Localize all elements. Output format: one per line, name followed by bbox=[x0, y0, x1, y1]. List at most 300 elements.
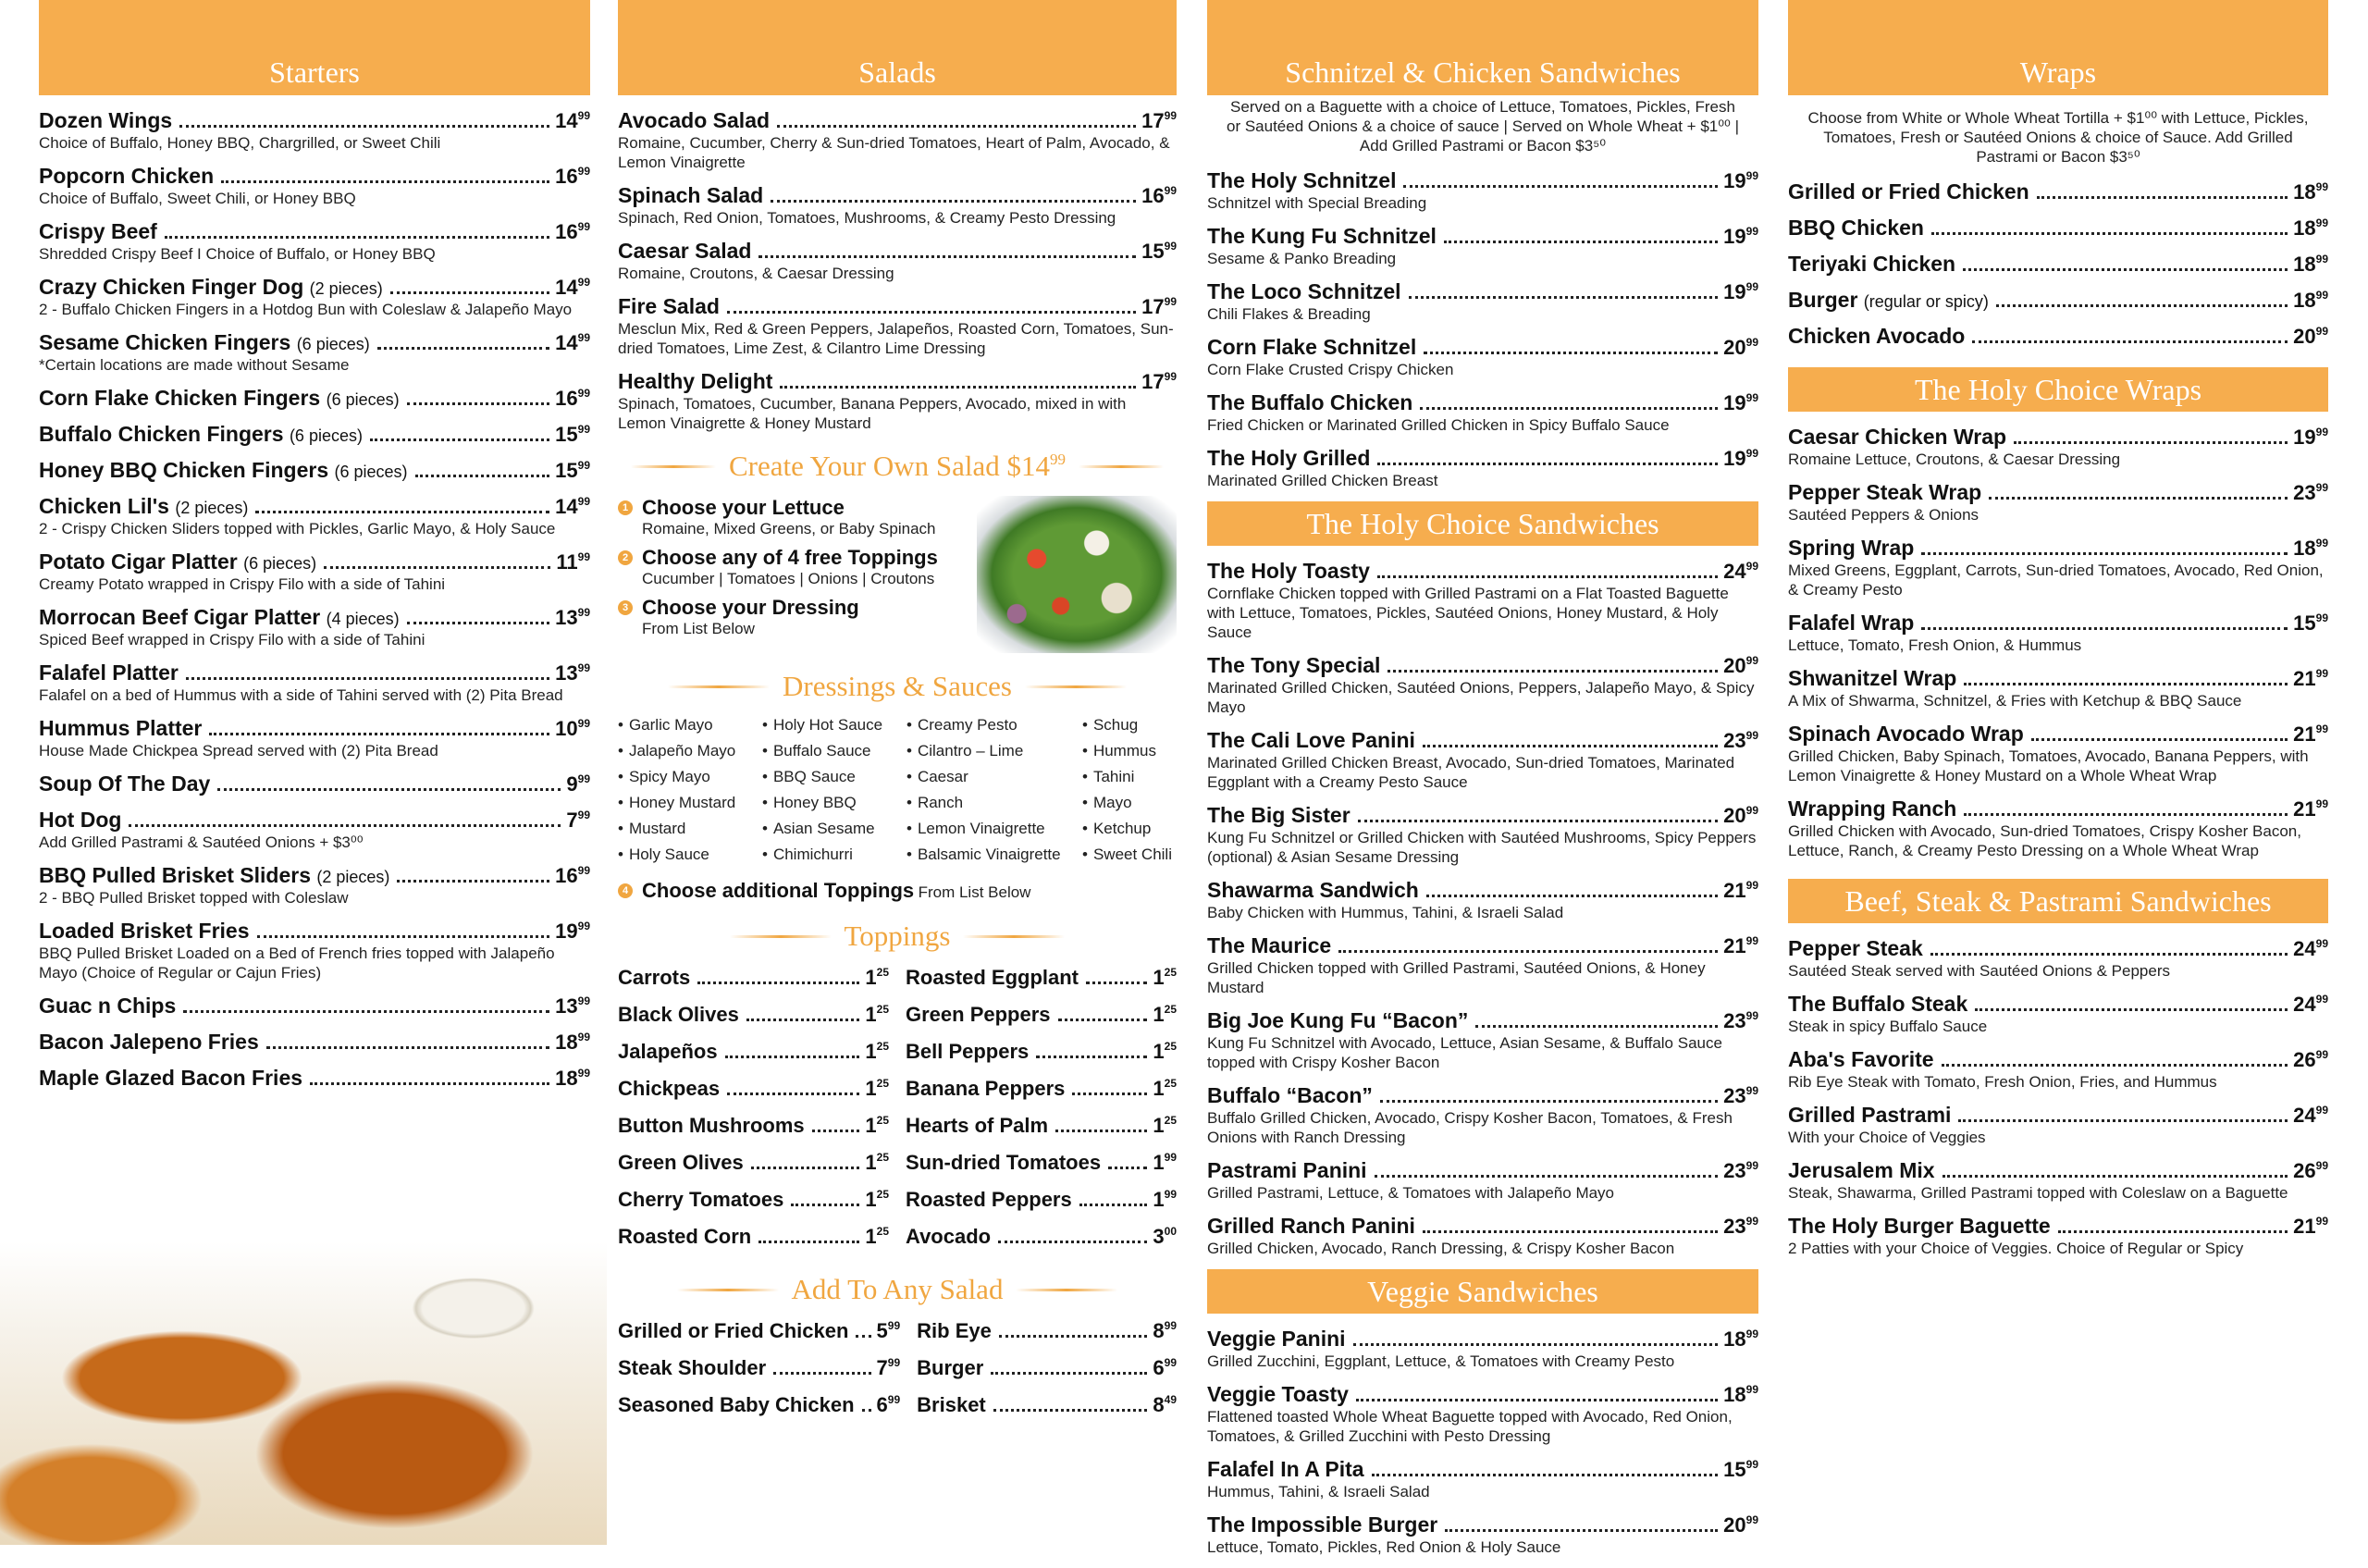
item-price bbox=[2293, 1048, 2328, 1072]
menu-item bbox=[39, 605, 590, 649]
menu-item bbox=[1207, 279, 1758, 324]
item-price bbox=[555, 109, 590, 133]
menu-item-line bbox=[618, 369, 1177, 394]
item-name bbox=[1788, 216, 1924, 241]
item-description: With your Choice of Veggies bbox=[1788, 1129, 1986, 1146]
price-dollars: 13 bbox=[555, 994, 578, 1018]
price-dollars: 15 bbox=[2293, 611, 2316, 635]
item-name-text: The Tony Special bbox=[1207, 653, 1381, 677]
dot-leader bbox=[2031, 738, 2288, 741]
item-price bbox=[1153, 1393, 1177, 1417]
menu-item bbox=[39, 772, 590, 796]
item-name: Cherry Tomatoes bbox=[618, 1188, 784, 1211]
price-list-item bbox=[917, 1356, 1177, 1380]
menu-item-line bbox=[1788, 288, 2328, 313]
dot-leader bbox=[773, 1372, 870, 1375]
menu-item-line bbox=[39, 219, 590, 244]
item-name-text: Sesame Chicken Fingers bbox=[39, 330, 291, 354]
item-price bbox=[2293, 667, 2328, 691]
item-name bbox=[1788, 536, 1914, 561]
item-name bbox=[1788, 1047, 1934, 1072]
menu-item bbox=[1207, 803, 1758, 867]
price-cents: 99 bbox=[2315, 722, 2328, 735]
dot-leader bbox=[1989, 497, 2288, 500]
price-cents: 25 bbox=[1164, 1040, 1177, 1053]
add-to-salad-list bbox=[618, 1319, 1177, 1417]
menu-item bbox=[39, 386, 590, 411]
price-cents: 99 bbox=[577, 1067, 590, 1080]
salads-list bbox=[618, 108, 1177, 433]
schnitzel-list bbox=[1207, 168, 1758, 490]
menu-item bbox=[39, 422, 590, 447]
dot-leader bbox=[1975, 1008, 2288, 1011]
dressing-item: • Jalapeño Mayo bbox=[618, 742, 762, 760]
menu-item bbox=[1788, 796, 2328, 860]
menu-item bbox=[1207, 1512, 1758, 1557]
price-dollars: 3 bbox=[1153, 1225, 1165, 1248]
price-dollars: 8 bbox=[1153, 1319, 1165, 1342]
item-name-text: Caesar Chicken Wrap bbox=[1788, 425, 2007, 449]
item-name bbox=[39, 661, 179, 685]
item-name-text: The Maurice bbox=[1207, 933, 1332, 957]
dot-leader bbox=[1358, 820, 1719, 822]
item-description: Sautéed Steak served with Sautéed Onions & Peppers bbox=[1788, 962, 2170, 980]
menu-item-line bbox=[1788, 992, 2328, 1017]
item-description: Kung Fu Schnitzel with Avocado, Lettuce, Asian Sesame, & Buffalo Sauce topped with Crispy Kosher Bacon bbox=[1207, 1034, 1722, 1071]
menu-item-line bbox=[1207, 390, 1758, 415]
item-name bbox=[1207, 1327, 1346, 1352]
item-price bbox=[1153, 1356, 1177, 1380]
step-number: 3 bbox=[618, 600, 633, 615]
toppings-heading: Toppings bbox=[618, 920, 1177, 953]
item-price bbox=[555, 1067, 590, 1091]
price-dollars: 19 bbox=[1723, 169, 1746, 192]
item-description: Buffalo Grilled Chicken, Avocado, Crispy Kosher Bacon, Tomatoes, & Fresh Onions with Ranch Dressing bbox=[1207, 1109, 1733, 1146]
price-dollars: 23 bbox=[1723, 1159, 1746, 1182]
item-description: A Mix of Shwarma, Schnitzel, & Fries with Ketchup & BBQ Sauce bbox=[1788, 692, 2242, 710]
dressings-heading: Dressings & Sauces bbox=[618, 670, 1177, 703]
item-price bbox=[556, 550, 590, 574]
item-name-text: Soup Of The Day bbox=[39, 772, 211, 796]
dot-leader bbox=[1921, 627, 2288, 630]
price-dollars: 21 bbox=[2293, 797, 2316, 821]
item-description: Romaine, Cucumber, Cherry & Sun-dried Tomatoes, Heart of Palm, Avocado, & Lemon Vinaigrette bbox=[618, 134, 1170, 171]
dressing-item: • Tahini bbox=[1082, 768, 1177, 786]
price-dollars: 16 bbox=[555, 864, 578, 887]
dot-leader bbox=[1921, 552, 2288, 555]
item-name bbox=[39, 1066, 302, 1091]
dot-leader bbox=[1353, 1343, 1719, 1346]
item-price bbox=[555, 220, 590, 244]
salad-step bbox=[618, 546, 966, 588]
menu-item bbox=[1207, 1382, 1758, 1446]
price-dollars: 17 bbox=[1141, 295, 1165, 318]
menu-item-line bbox=[1207, 728, 1758, 753]
item-price bbox=[2293, 937, 2328, 961]
menu-item bbox=[39, 458, 590, 483]
item-name: Grilled or Fried Chicken bbox=[618, 1319, 849, 1342]
menu-item-line bbox=[1207, 224, 1758, 249]
item-name-text: The Holy Toasty bbox=[1207, 559, 1370, 583]
item-name-text: Spinach Avocado Wrap bbox=[1788, 722, 2024, 746]
price-dollars: 24 bbox=[2293, 993, 2316, 1016]
price-list-item bbox=[618, 1077, 889, 1101]
dot-leader bbox=[780, 386, 1136, 389]
item-price bbox=[865, 1003, 889, 1027]
item-description: Steak, Shawarma, Grilled Pastrami topped with Coleslaw on a Baguette bbox=[1788, 1184, 2288, 1202]
item-name: Burger bbox=[917, 1356, 984, 1379]
dressing-item: • Buffalo Sauce bbox=[762, 742, 906, 760]
price-dollars: 1 bbox=[1153, 1188, 1165, 1211]
item-price bbox=[877, 1319, 901, 1343]
item-name-text: The Buffalo Chicken bbox=[1207, 390, 1413, 414]
item-name bbox=[39, 164, 214, 189]
dot-leader bbox=[727, 311, 1136, 314]
price-list-item bbox=[618, 1040, 889, 1064]
price-cents: 99 bbox=[1164, 295, 1177, 308]
price-dollars: 23 bbox=[1723, 729, 1746, 752]
price-dollars: 19 bbox=[1723, 391, 1746, 414]
price-cents: 99 bbox=[1745, 654, 1758, 667]
price-cents: 99 bbox=[2315, 1048, 2328, 1061]
holy-choice-wraps-header: The Holy Choice Wraps bbox=[1788, 367, 2328, 412]
item-name: Roasted Corn bbox=[618, 1225, 752, 1248]
item-price bbox=[865, 1077, 889, 1101]
menu-item-line bbox=[39, 919, 590, 944]
item-price bbox=[1141, 109, 1177, 133]
menu-item-line bbox=[39, 275, 590, 300]
step-number: 4 bbox=[618, 883, 633, 898]
item-price bbox=[1723, 1215, 1758, 1239]
item-name bbox=[618, 239, 751, 264]
price-cents: 99 bbox=[577, 109, 590, 122]
price-cents: 99 bbox=[1745, 336, 1758, 349]
menu-item-line bbox=[39, 549, 590, 574]
menu-item-line bbox=[39, 772, 590, 796]
menu-item bbox=[1788, 1158, 2328, 1203]
item-name bbox=[1207, 559, 1370, 584]
item-name bbox=[39, 605, 400, 630]
price-dollars: 6 bbox=[876, 1393, 888, 1416]
menu-item bbox=[1788, 216, 2328, 241]
menu-item-line bbox=[1788, 1047, 2328, 1072]
price-cents: 99 bbox=[1745, 804, 1758, 817]
item-description: Kung Fu Schnitzel or Grilled Chicken with Sautéed Mushrooms, Spicy Peppers (optional) & Asian Sesame Dressing bbox=[1207, 829, 1757, 866]
price-cents: 99 bbox=[1745, 560, 1758, 573]
step-list bbox=[618, 496, 966, 653]
item-description: 2 Patties with your Choice of Veggies. Choice of Regular or Spicy bbox=[1788, 1240, 2244, 1257]
item-description: Grilled Chicken, Baby Spinach, Tomatoes, Avocado, Banana Peppers, with Lemon Vinaigrette & Honey Mustard on a Whole Wheat Wrap bbox=[1788, 747, 2309, 784]
item-qualifier: (2 pieces) bbox=[175, 499, 249, 517]
item-price bbox=[1723, 280, 1758, 304]
price-cents: 99 bbox=[1745, 391, 1758, 404]
menu-item-line bbox=[1207, 1327, 1758, 1352]
menu-item bbox=[39, 808, 590, 852]
item-name: Button Mushrooms bbox=[618, 1114, 805, 1137]
starters-list bbox=[39, 108, 590, 1091]
dot-leader bbox=[1409, 296, 1719, 299]
add-to-salad-heading: Add To Any Salad bbox=[618, 1273, 1177, 1306]
menu-item bbox=[1788, 1214, 2328, 1258]
dot-leader bbox=[415, 475, 550, 477]
price-dollars: 13 bbox=[555, 606, 578, 629]
item-qualifier: (6 pieces) bbox=[334, 463, 408, 481]
menu-item-line bbox=[1788, 480, 2328, 505]
item-name bbox=[1788, 936, 1923, 961]
item-price bbox=[2293, 325, 2328, 349]
dot-leader bbox=[1964, 683, 2288, 685]
item-name: Hearts of Palm bbox=[906, 1114, 1049, 1137]
step-title: Choose additional Toppings bbox=[642, 879, 915, 902]
price-dollars: 23 bbox=[1723, 1084, 1746, 1107]
item-price bbox=[2293, 797, 2328, 821]
price-cents: 00 bbox=[1164, 1225, 1177, 1238]
item-description: Grilled Chicken with Avocado, Sun-dried Tomatoes, Crispy Kosher Bacon, Lettuce, Ranch, & Creamy Pesto Dressing on a Whole Wheat Wrap bbox=[1788, 822, 2301, 859]
price-dollars: 21 bbox=[2293, 722, 2316, 746]
item-name-text: The Impossible Burger bbox=[1207, 1512, 1438, 1537]
item-description: Marinated Grilled Chicken Breast bbox=[1207, 472, 1438, 489]
price-cents: 99 bbox=[2315, 993, 2328, 1006]
price-dollars: 18 bbox=[2293, 216, 2316, 240]
item-name-text: Pastrami Panini bbox=[1207, 1158, 1367, 1182]
item-price bbox=[1153, 1003, 1177, 1027]
item-name: Green Olives bbox=[618, 1151, 744, 1174]
price-dollars: 19 bbox=[2293, 426, 2316, 449]
item-name-text: The Kung Fu Schnitzel bbox=[1207, 224, 1437, 248]
item-price bbox=[1723, 879, 1758, 903]
price-dollars: 20 bbox=[2293, 325, 2316, 348]
price-cents: 99 bbox=[1745, 447, 1758, 460]
item-price bbox=[865, 966, 889, 990]
price-cents: 99 bbox=[577, 387, 590, 400]
item-name-text: Fire Salad bbox=[618, 294, 720, 318]
price-dollars: 23 bbox=[2293, 481, 2316, 504]
price-dollars: 1 bbox=[865, 1077, 877, 1100]
dot-leader bbox=[1423, 1230, 1718, 1233]
price-cents: 25 bbox=[876, 1188, 889, 1201]
dot-leader bbox=[812, 1130, 860, 1132]
dressing-item: • Mayo bbox=[1082, 794, 1177, 812]
dressing-item: • Balsamic Vinaigrette bbox=[906, 846, 1082, 864]
item-qualifier: (6 pieces) bbox=[243, 554, 317, 573]
menu-item-line bbox=[1207, 1382, 1758, 1407]
item-name-text: The Holy Schnitzel bbox=[1207, 168, 1397, 192]
dot-leader bbox=[397, 880, 549, 883]
price-dollars: 7 bbox=[876, 1356, 888, 1379]
schnitzel-note: Served on a Baguette with a choice of Lettuce, Tomatoes, Pickles, Fresh or Sautéed Onions & a choice of sauce | Served on Whole Wheat + $1⁰⁰ | Add Grilled Pastrami or Bacon $3⁵⁰ bbox=[1226, 98, 1740, 154]
item-name bbox=[1207, 224, 1437, 249]
dressing-item: • Honey BBQ bbox=[762, 794, 906, 812]
price-cents: 99 bbox=[2315, 325, 2328, 338]
item-price bbox=[555, 994, 590, 1019]
dressing-item: • Garlic Mayo bbox=[618, 716, 762, 735]
item-price bbox=[1723, 1458, 1758, 1482]
item-description: Hummus, Tahini, & Israeli Salad bbox=[1207, 1483, 1430, 1500]
dot-leader bbox=[209, 733, 549, 735]
menu-item bbox=[1788, 722, 2328, 785]
item-price bbox=[555, 276, 590, 300]
price-dollars: 23 bbox=[1723, 1009, 1746, 1032]
dressing-item: • Hummus bbox=[1082, 742, 1177, 760]
item-price bbox=[555, 495, 590, 519]
price-dollars: 1 bbox=[1153, 1151, 1165, 1174]
price-cents: 99 bbox=[1745, 225, 1758, 238]
price-dollars: 8 bbox=[1153, 1393, 1165, 1416]
item-name-text: Crispy Beef bbox=[39, 219, 157, 243]
holy-choice-sandwiches-header: The Holy Choice Sandwiches bbox=[1207, 501, 1758, 546]
price-cents: 99 bbox=[1745, 1084, 1758, 1097]
item-price bbox=[2293, 1104, 2328, 1128]
item-qualifier: (6 pieces) bbox=[289, 426, 363, 445]
item-price bbox=[1153, 1114, 1177, 1138]
menu-item bbox=[39, 1066, 590, 1091]
item-price bbox=[1141, 370, 1177, 394]
menu-item-line bbox=[1207, 878, 1758, 903]
item-qualifier: (4 pieces) bbox=[326, 610, 400, 628]
dot-leader bbox=[746, 1019, 860, 1021]
dot-leader bbox=[777, 125, 1136, 128]
item-name-text: Jerusalem Mix bbox=[1788, 1158, 1935, 1182]
price-cents: 25 bbox=[1164, 1114, 1177, 1127]
dot-leader bbox=[1377, 575, 1718, 578]
menu-item-line bbox=[39, 458, 590, 483]
dressing-item: • Mustard bbox=[618, 820, 762, 838]
create-salad-steps bbox=[618, 496, 1177, 653]
price-cents: 99 bbox=[577, 1031, 590, 1043]
price-cents: 99 bbox=[1745, 280, 1758, 293]
menu-item-line bbox=[1207, 1008, 1758, 1033]
item-description: Chili Flakes & Breading bbox=[1207, 305, 1371, 323]
menu-item bbox=[1207, 1008, 1758, 1072]
item-name bbox=[1788, 480, 1981, 505]
price-list-item bbox=[906, 1114, 1177, 1138]
dot-leader bbox=[1086, 982, 1147, 984]
dressing-item: • Ketchup bbox=[1082, 820, 1177, 838]
menu-item-line bbox=[1788, 425, 2328, 450]
menu-item bbox=[1207, 653, 1758, 717]
dressing-item: • Holy Sauce bbox=[618, 846, 762, 864]
dressing-item: • Ranch bbox=[906, 794, 1082, 812]
price-dollars: 23 bbox=[1723, 1215, 1746, 1238]
menu-item bbox=[1207, 878, 1758, 922]
price-dollars: 5 bbox=[876, 1319, 888, 1342]
price-dollars: 18 bbox=[1723, 1327, 1746, 1351]
menu-item bbox=[618, 108, 1177, 172]
price-dollars: 18 bbox=[555, 1031, 578, 1054]
price-dollars: 21 bbox=[2293, 667, 2316, 690]
item-qualifier: (2 pieces) bbox=[309, 279, 383, 298]
item-price bbox=[555, 331, 590, 355]
item-name bbox=[1207, 279, 1401, 304]
item-description: Cornflake Chicken topped with Grilled Pastrami on a Flat Toasted Baguette with Lettuce, Tomatoes, Pickles, Sautéed Onions, Honey Mustard, & Holy Sauce bbox=[1207, 585, 1729, 641]
item-name bbox=[1788, 1214, 2051, 1239]
price-dollars: 16 bbox=[555, 387, 578, 410]
item-name-text: BBQ Chicken bbox=[1788, 216, 1924, 240]
dot-leader bbox=[186, 677, 549, 680]
step-number: 2 bbox=[618, 550, 633, 565]
item-description: Schnitzel with Special Breading bbox=[1207, 194, 1427, 212]
item-name bbox=[1207, 446, 1370, 471]
item-name bbox=[39, 330, 370, 355]
price-dollars: 1 bbox=[865, 1040, 877, 1063]
item-name: Green Peppers bbox=[906, 1003, 1051, 1026]
price-cents: 99 bbox=[577, 550, 590, 563]
menu-item bbox=[1207, 1083, 1758, 1147]
item-name bbox=[1207, 168, 1396, 193]
salad-step bbox=[618, 496, 966, 538]
item-name bbox=[1207, 1457, 1364, 1482]
item-price bbox=[1723, 934, 1758, 958]
veggie-list bbox=[1207, 1327, 1758, 1557]
price-dollars: 1 bbox=[1153, 1040, 1165, 1063]
item-price bbox=[555, 1031, 590, 1055]
price-dollars: 1 bbox=[1153, 1003, 1165, 1026]
item-name-text: The Buffalo Steak bbox=[1788, 992, 1968, 1016]
item-name-text: Corn Flake Chicken Fingers bbox=[39, 386, 321, 410]
menu-item-line bbox=[1788, 1214, 2328, 1239]
item-name-text: Hot Dog bbox=[39, 808, 122, 832]
price-dollars: 15 bbox=[1141, 240, 1165, 263]
item-name-text: Big Joe Kung Fu “Bacon” bbox=[1207, 1008, 1469, 1032]
salad-step bbox=[618, 596, 966, 638]
price-cents: 49 bbox=[1164, 1393, 1177, 1406]
item-name bbox=[1207, 1214, 1415, 1239]
item-description: Baby Chicken with Hummus, Tahini, & Israeli Salad bbox=[1207, 904, 1564, 921]
item-name-text: Pepper Steak Wrap bbox=[1788, 480, 1982, 504]
price-list-item bbox=[906, 1188, 1177, 1212]
dot-leader bbox=[129, 824, 561, 827]
item-name-text: Shawarma Sandwich bbox=[1207, 878, 1419, 902]
price-dollars: 14 bbox=[555, 276, 578, 299]
item-name-text: Maple Glazed Bacon Fries bbox=[39, 1066, 303, 1090]
dot-leader bbox=[1372, 1474, 1719, 1476]
menu-item-line bbox=[1207, 653, 1758, 678]
item-name: Steak Shoulder bbox=[618, 1356, 767, 1379]
item-description: Marinated Grilled Chicken Breast, Avocado, Sun-dried Tomatoes, Marinated Eggplant with a Creamy Pesto Sauce bbox=[1207, 754, 1735, 791]
price-dollars: 1 bbox=[865, 1225, 877, 1248]
item-name-text: Aba's Favorite bbox=[1788, 1047, 1934, 1071]
price-dollars: 16 bbox=[1141, 184, 1165, 207]
dot-leader bbox=[771, 200, 1136, 203]
price-dollars: 19 bbox=[1723, 225, 1746, 248]
item-name-text: Wrapping Ranch bbox=[1788, 796, 1957, 821]
item-name-text: Dozen Wings bbox=[39, 108, 173, 132]
dot-leader bbox=[407, 622, 550, 624]
step-body bbox=[642, 546, 938, 588]
price-dollars: 1 bbox=[1153, 966, 1165, 989]
price-cents: 99 bbox=[577, 606, 590, 619]
step-title: Choose any of 4 free Toppings bbox=[642, 546, 938, 569]
dot-leader bbox=[758, 1241, 859, 1243]
menu-item-line bbox=[1788, 324, 2328, 349]
step-body bbox=[642, 496, 936, 538]
item-price bbox=[1723, 225, 1758, 249]
price-cents: 99 bbox=[1164, 240, 1177, 253]
item-name-text: The Big Sister bbox=[1207, 803, 1350, 827]
dot-leader bbox=[1931, 232, 2288, 235]
price-dollars: 20 bbox=[1723, 336, 1746, 359]
item-name-text: Corn Flake Schnitzel bbox=[1207, 335, 1417, 359]
item-name bbox=[1788, 611, 1914, 636]
price-dollars: 15 bbox=[555, 459, 578, 482]
item-name-text: Grilled or Fried Chicken bbox=[1788, 179, 2029, 204]
dot-leader bbox=[1930, 953, 2288, 956]
menu-item bbox=[1788, 936, 2328, 981]
dot-leader bbox=[255, 511, 549, 513]
item-name: Seasoned Baby Chicken bbox=[618, 1393, 855, 1416]
item-price bbox=[877, 1393, 901, 1417]
price-dollars: 9 bbox=[566, 772, 578, 796]
